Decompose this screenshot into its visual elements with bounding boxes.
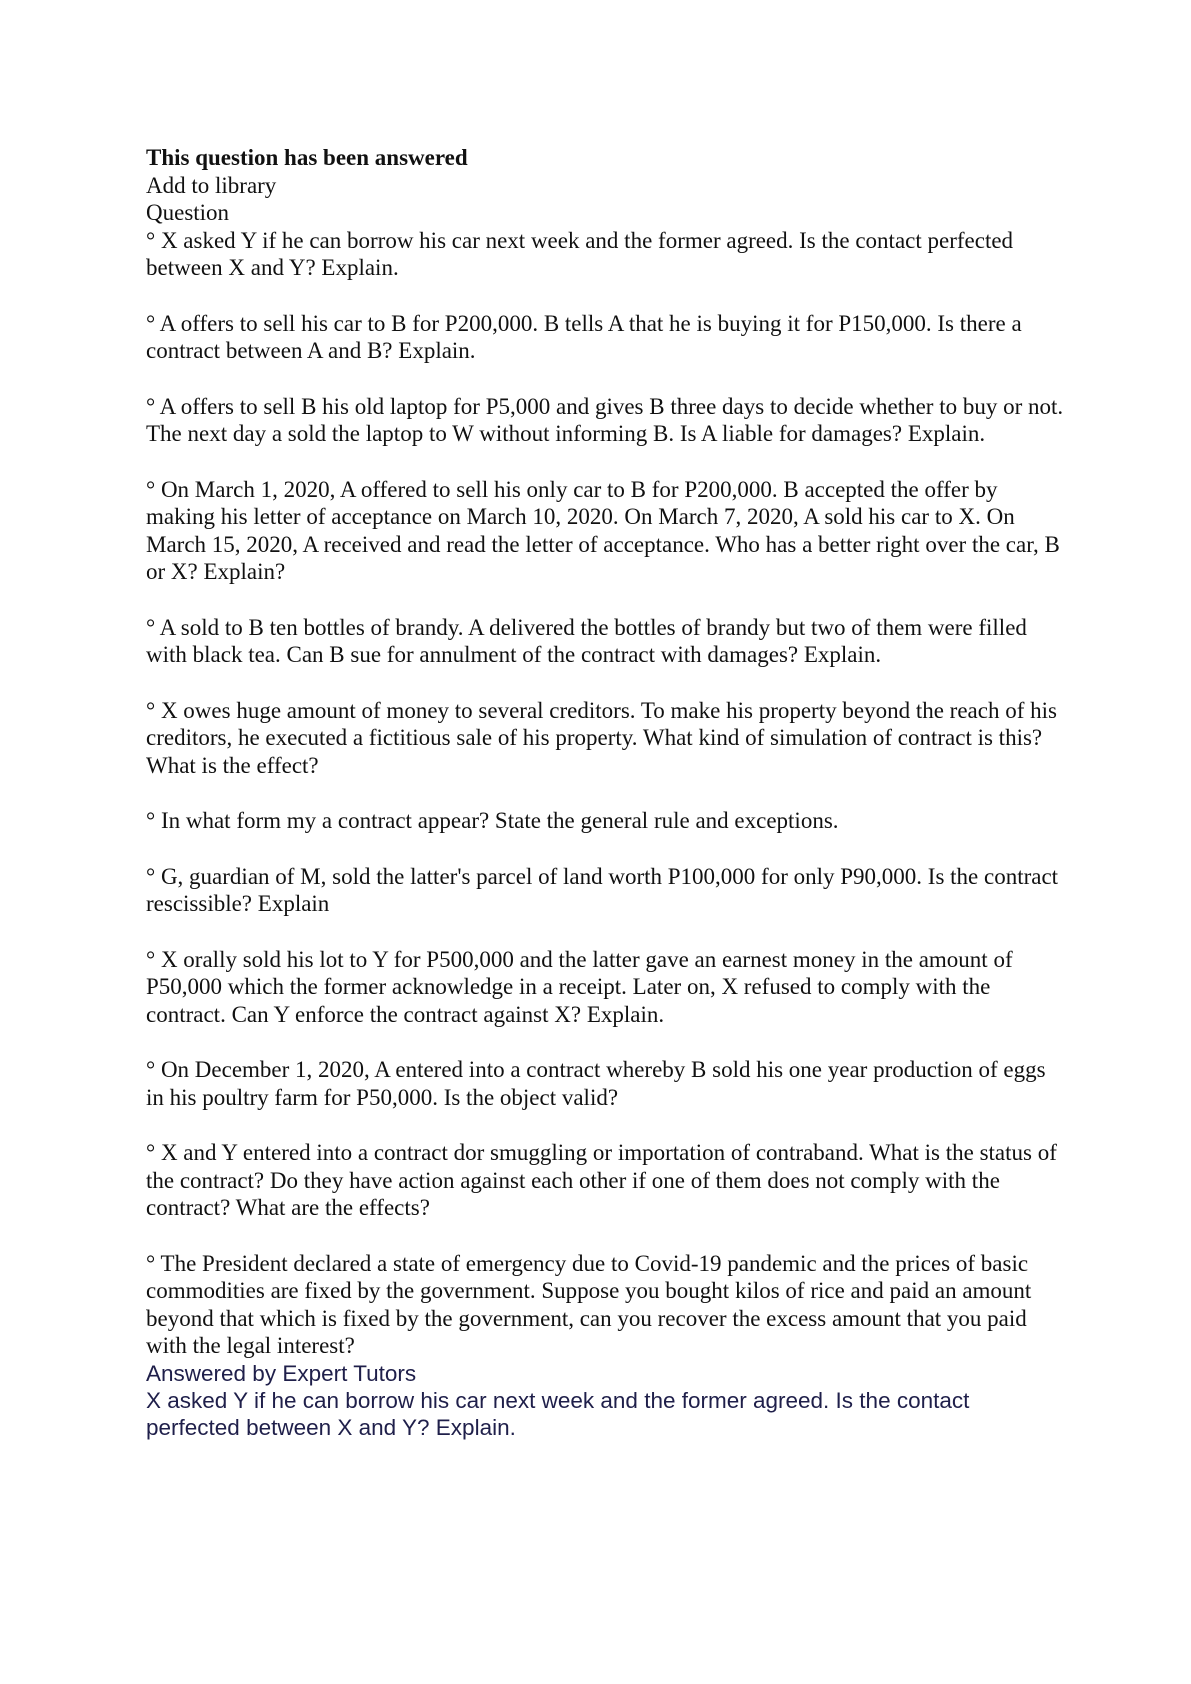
- question-item: ° In what form my a contract appear? State the general rule and exceptions.: [146, 808, 839, 833]
- question-item: ° A offers to sell his car to B for P200,000. B tells A that he is buying it for P150,000. Is there a contract between A and B? Explain.: [146, 310, 1022, 363]
- question-item: ° A offers to sell B his old laptop for P5,000 and gives B three days to decide whether to buy or not. The next day a sold the laptop to W without informing B. Is A liable for damages? Explain.: [146, 393, 1064, 446]
- question-item: ° On March 1, 2020, A offered to sell his only car to B for P200,000. B accepted the offer by making his letter of acceptance on March 10, 2020. On March 7, 2020, A sold his car to X. On March 15, 2020, A received and read the letter of acceptance. Who has a better right over the car, B or X? Explain?: [146, 476, 1060, 584]
- document-page: [146, 144, 1066, 1441]
- question-label: Question: [146, 200, 230, 225]
- answer-text: X asked Y if he can borrow his car next week and the former agreed. Is the contact perfected between X and Y? Explain.: [146, 1387, 970, 1440]
- question-item: ° On December 1, 2020, A entered into a contract whereby B sold his one year production of eggs in his poultry farm for P50,000. Is the object valid?: [146, 1057, 1046, 1110]
- question-item: ° A sold to B ten bottles of brandy. A delivered the bottles of brandy but two of them were filled with black tea. Can B sue for annulment of the contract with damages? Explain.: [146, 614, 1027, 667]
- answer-section: [146, 1360, 1066, 1441]
- question-item: ° X asked Y if he can borrow his car next week and the former agreed. Is the contact perfected between X and Y? Explain.: [146, 227, 1014, 280]
- question-list: [146, 227, 1066, 1360]
- answered-by-label: Answered by Expert Tutors: [146, 1360, 417, 1386]
- question-item: ° The President declared a state of emergency due to Covid-19 pandemic and the prices of basic commodities are fixed by the government. Suppose you bought kilos of rice and paid an amount beyond that which is fixed by the government, can you recover the excess amount that you paid with the legal interest?: [146, 1250, 1032, 1358]
- question-item: ° X and Y entered into a contract dor smuggling or importation of contraband. What is the status of the contract? Do they have action against each other if one of them does not comply with the contract? What are the effects?: [146, 1140, 1057, 1220]
- add-to-library-link[interactable]: Add to library: [146, 172, 277, 198]
- answered-status-title: This question has been answered: [146, 145, 468, 170]
- question-item: ° X orally sold his lot to Y for P500,000 and the latter gave an earnest money in the amount of P50,000 which the former acknowledge in a receipt. Later on, X refused to comply with the contract. Can Y enforce the contract against X? Explain.: [146, 946, 1013, 1027]
- question-item: ° G, guardian of M, sold the latter's parcel of land worth P100,000 for only P90,000. Is the contract rescissible? Explain: [146, 863, 1059, 916]
- question-item: ° X owes huge amount of money to several creditors. To make his property beyond the reach of his creditors, he executed a fictitious sale of his property. What kind of simulation of contract is this? What is the effect?: [146, 697, 1057, 778]
